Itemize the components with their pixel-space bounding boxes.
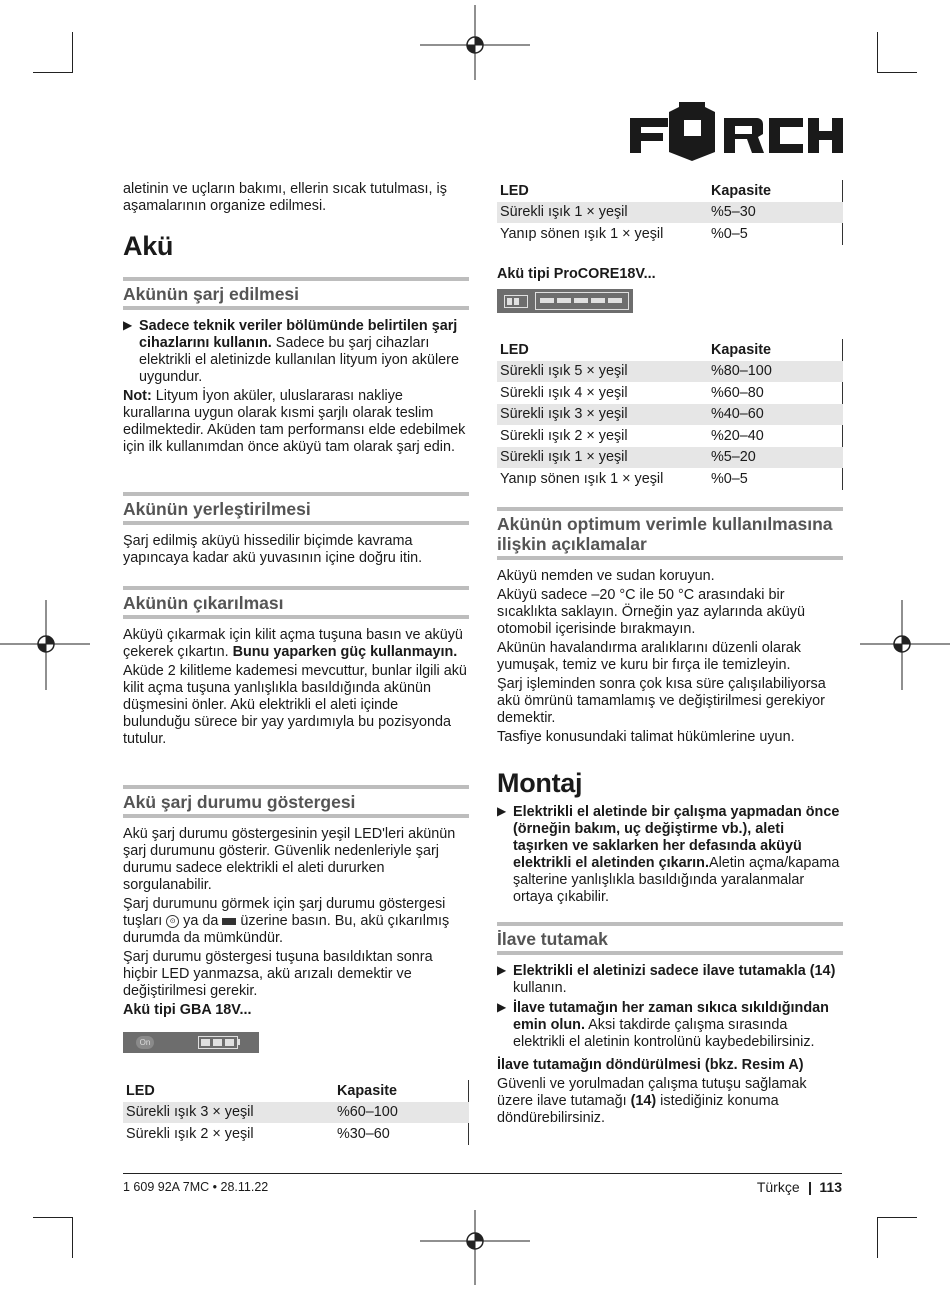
insert-heading: Akünün yerleştirilmesi: [123, 499, 311, 519]
optimum-p3: Akünün havalandırma aralıklarını düzenli olarak yumuşak, temiz ve kuru bir fırça ile temizleyin.: [497, 640, 801, 673]
section-title-aku: Akü: [123, 231, 174, 261]
charging-section: [123, 277, 469, 456]
procore-led-bar: [535, 292, 629, 310]
on-button-icon: ⊙: [166, 915, 179, 928]
indicator-heading: Akü şarj durumu göstergesi: [123, 792, 356, 812]
battery-button-icon: [222, 918, 236, 925]
optimum-section: [497, 507, 843, 746]
handle-heading: İlave tutamak: [497, 929, 608, 949]
gba-title: Akü tipi GBA 18V...: [123, 1002, 252, 1018]
registration-mark-bottom: [420, 1205, 530, 1285]
remove-text-b: Aküde 2 kilitleme kademesi mevcuttur, bunlar ilgili akü kilit açma tuşuna yanlışlıkla basıldığında akünün düşmesini önler. Akü elektrikli el aleti içinde bulunduğu sürece bir yay yardımıyla bu pozisyonda tutulur.: [123, 663, 467, 747]
procore-battery-icon: [504, 295, 528, 308]
registration-mark-right: [860, 600, 950, 690]
procore-title: Akü tipi ProCORE18V...: [497, 266, 656, 282]
charging-note: Not: Lityum İyon aküler, uluslararası nakliye kurallarına uygun olarak kısmi şarjlı olarak teslim edilmektedir. Aküden tam performansı elde edebilmek için ilk kullanımdan önce aküyü tam olarak şarj edin.: [123, 388, 466, 455]
intro-text: aletinin ve uçların bakımı, ellerin sıcak tutulması, iş aşamalarının organize edilmesi.: [123, 181, 447, 214]
optimum-p2: Aküyü sadece –20 °C ile 50 °C arasındaki bir sıcaklıkta saklayın. Örneğin yaz aylarında aküyü otomobil içerisinde bırakmayın.: [497, 587, 805, 637]
gba-battery-icon: [198, 1036, 238, 1049]
procore-charge-gauge: [497, 289, 633, 313]
remove-section: [123, 586, 469, 748]
charging-bullet: ▶ Sadece teknik veriler bölümünde belirtilen şarj cihazlarını kullanın. Sadece bu şarj cihazları elektrikli el aletinizde kullanılan lityum iyon akülere uygundur.: [123, 318, 459, 385]
insert-section: [123, 492, 469, 567]
gba-on-button: On: [136, 1036, 154, 1049]
right-led-table-1: LED Kapasite Sürekli ışık 1 × yeşil %5–30 Yanıp sönen ışık 1 × yeşil %0–5: [497, 180, 843, 245]
left-led-table: LED Kapasite Sürekli ışık 3 × yeşil %60–100 Sürekli ışık 2 × yeşil %30–60: [123, 1080, 469, 1145]
handle-bullet-2: ▶ İlave tutamağın her zaman sıkıca sıkıldığından emin olun. Aksi takdirde çalışma sırasında elektrikli el aletinin kontrolünü kaybedebilirsiniz.: [497, 1000, 829, 1050]
bullet-arrow-icon: ▶: [123, 318, 133, 332]
registration-mark-left: [0, 600, 90, 690]
table-row: Yanıp sönen ışık 1 × yeşil %0–5: [500, 225, 748, 242]
footer-language: Türkçe: [756, 1179, 800, 1195]
table-row: Sürekli ışık 3 × yeşil %40–60: [497, 404, 843, 426]
footer-code: 1 609 92A 7MC • 28.11.22: [123, 1180, 269, 1194]
charging-heading: Akünün şarj edilmesi: [123, 284, 300, 304]
registration-mark-top: [420, 5, 530, 85]
table-row: Yanıp sönen ışık 1 × yeşil %0–5: [500, 470, 748, 487]
page-number: 113: [819, 1179, 842, 1195]
table-row: Sürekli ışık 2 × yeşil %30–60: [126, 1125, 390, 1142]
handle-sub-heading: İlave tutamağın döndürülmesi (bkz. Resim A): [497, 1057, 804, 1073]
indicator-p1: Akü şarj durumu göstergesinin yeşil LED'leri akünün şarj durumunu gösterir. Güvenlik nedenleriyle şarj durumu sadece elektrikli el aleti dururken sorgulanabilir.: [123, 826, 456, 893]
footer-rule: [123, 1173, 842, 1174]
optimum-heading: Akünün optimum verimle kullanılmasına ilişkin açıklamalar: [497, 514, 833, 554]
optimum-p4: Şarj işleminden sonra çok kısa süre çalışılabiliyorsa akü ömrünü tamamlamış ve değiştirilmesi gerekiyor demektir.: [497, 676, 826, 726]
table-row: Sürekli ışık 1 × yeşil %5–30: [497, 202, 843, 224]
footer-page-info: [700, 1179, 842, 1195]
section-title-montaj: Montaj: [497, 768, 583, 798]
optimum-p5: Tasfiye konusundaki talimat hükümlerine uyun.: [497, 729, 795, 745]
handle-text: Güvenli ve yorulmadan çalışma tutuşu sağlamak üzere ilave tutamağı (14) istediğiniz konuma döndürebilirsiniz.: [497, 1076, 807, 1126]
right-led-table-2: LED Kapasite Sürekli ışık 5 × yeşil %80–100 Sürekli ışık 4 × yeşil %60–80 Sürekli ışık 3 × yeşil %40–60 Sürekli ışık 2 × yeşil %20–40 Sürekli ışık 1 × yeşil %5–20 Yanıp sönen ışık 1 × yeşil %0–5: [497, 339, 843, 490]
table-row: Sürekli ışık 1 × yeşil %5–20: [497, 447, 843, 469]
remove-text-a: Aküyü çıkarmak için kilit açma tuşuna basın ve aküyü çekerek çıkartın. Bunu yaparken güç kullanmayın.: [123, 627, 463, 660]
handle-section: [497, 922, 843, 1127]
remove-heading: Akünün çıkarılması: [123, 593, 284, 613]
forch-logo: [628, 100, 844, 162]
bullet-arrow-icon: ▶: [497, 1000, 507, 1014]
table-row: Sürekli ışık 4 × yeşil %60–80: [500, 384, 764, 401]
table-row: Sürekli ışık 3 × yeşil %60–100: [123, 1102, 469, 1124]
optimum-p1: Aküyü nemden ve sudan koruyun.: [497, 568, 715, 584]
insert-text: Şarj edilmiş aküyü hissedilir biçimde kavrama yapıncaya kadar akü yuvasının içine doğru itin.: [123, 533, 423, 566]
montaj-bullet: ▶ Elektrikli el aletinde bir çalışma yapmadan önce (örneğin bakım, uç değiştirme vb.), aleti taşırken ve saklarken her defasında aküyü elektrikli el aletinden çıkarın.Aletin açma/kapama şalterine yanlışlıkla basıldığında yaralanmalar ortaya çıkabilir.: [497, 804, 840, 905]
handle-bullet-1: ▶ Elektrikli el aletinizi sadece ilave tutamakla (14) kullanın.: [497, 963, 836, 996]
indicator-section: [123, 785, 469, 1019]
montaj-section: [497, 804, 843, 906]
gba-charge-gauge: [123, 1032, 259, 1053]
left-column: [123, 181, 469, 215]
bullet-arrow-icon: ▶: [497, 804, 507, 818]
indicator-p2: Şarj durumunu görmek için şarj durumu göstergesi tuşları ⊙ ya da üzerine basın. Bu, akü çıkarılmış durumda da mümkündür.: [123, 896, 450, 946]
svg-text:FÖRCH: FÖRCH: [628, 100, 632, 101]
table-row: Sürekli ışık 2 × yeşil %20–40: [500, 427, 764, 444]
table-row: Sürekli ışık 5 × yeşil %80–100: [497, 361, 843, 383]
indicator-p3: Şarj durumu göstergesi tuşuna basıldıktan sonra hiçbir LED yanmazsa, akü arızalı demektir ve değiştirilmesi gerekir.: [123, 949, 433, 999]
bullet-arrow-icon: ▶: [497, 963, 507, 977]
